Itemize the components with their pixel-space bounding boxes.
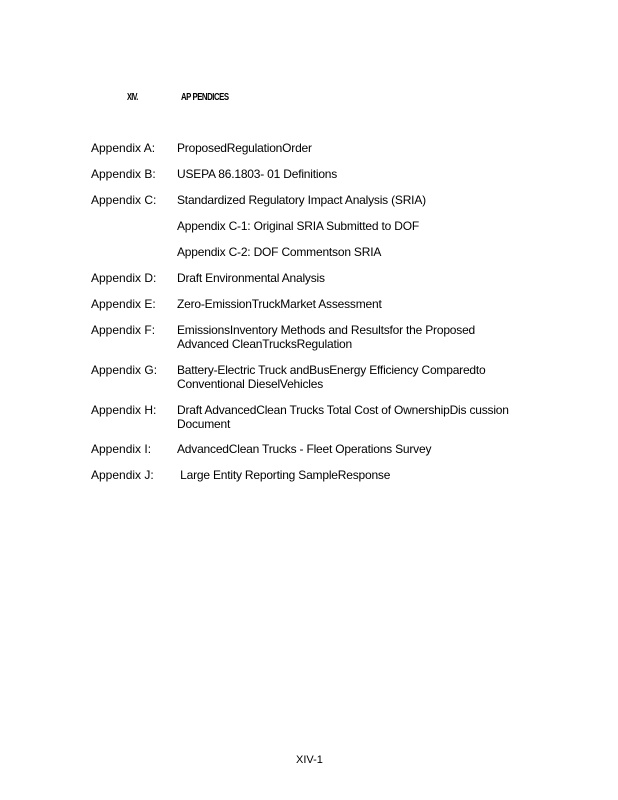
appendix-label: Appendix D: bbox=[91, 271, 157, 285]
appendix-title bbox=[177, 403, 509, 431]
section-number: XIV. bbox=[127, 92, 138, 103]
section-title: AP PENDICES bbox=[181, 92, 229, 103]
appendix-label: Appendix F: bbox=[91, 323, 156, 337]
appendix-label: Appendix G: bbox=[91, 363, 158, 377]
appendix-title: USEPA 86.1803- 01 Definitions bbox=[177, 167, 338, 181]
appendix-title-line: Conventional DieselVehicles bbox=[177, 377, 324, 391]
sub-appendix-title: Appendix C-2: DOF Commentson SRIA bbox=[177, 245, 382, 259]
appendix-label: Appendix I: bbox=[91, 442, 152, 456]
appendix-title-line: Draft AdvancedClean Trucks Total Cost of OwnershipDis cussion bbox=[177, 403, 509, 417]
appendix-title bbox=[177, 363, 486, 391]
page-number: XIV-1 bbox=[296, 754, 323, 766]
appendix-label: Appendix H: bbox=[91, 403, 157, 417]
appendix-label: Appendix B: bbox=[91, 167, 156, 181]
appendix-title: Zero-EmissionTruckMarket Assessment bbox=[177, 297, 382, 311]
appendix-title bbox=[177, 323, 475, 351]
appendix-title: AdvancedClean Trucks - Fleet Operations Survey bbox=[177, 442, 432, 456]
appendix-title: Large Entity Reporting SampleResponse bbox=[177, 468, 391, 482]
appendix-title: Standardized Regulatory Impact Analysis (SRIA) bbox=[177, 193, 426, 207]
appendix-label: Appendix E: bbox=[91, 297, 156, 311]
appendix-title: ProposedRegulationOrder bbox=[177, 141, 312, 155]
appendix-label: Appendix C: bbox=[91, 193, 157, 207]
appendix-label: Appendix J: bbox=[91, 468, 154, 482]
sub-appendix-title: Appendix C-1: Original SRIA Submitted to DOF bbox=[177, 219, 419, 233]
appendix-title: Draft Environmental Analysis bbox=[177, 271, 325, 285]
appendix-title-line: Advanced CleanTrucksRegulation bbox=[177, 337, 352, 351]
appendix-title-line: Document bbox=[177, 417, 231, 431]
appendix-title-line: EmissionsInventory Methods and Resultsfor the Proposed bbox=[177, 323, 476, 337]
appendix-title-line: Battery-Electric Truck andBusEnergy Efficiency Comparedto bbox=[177, 363, 486, 377]
appendix-label: Appendix A: bbox=[91, 141, 156, 155]
